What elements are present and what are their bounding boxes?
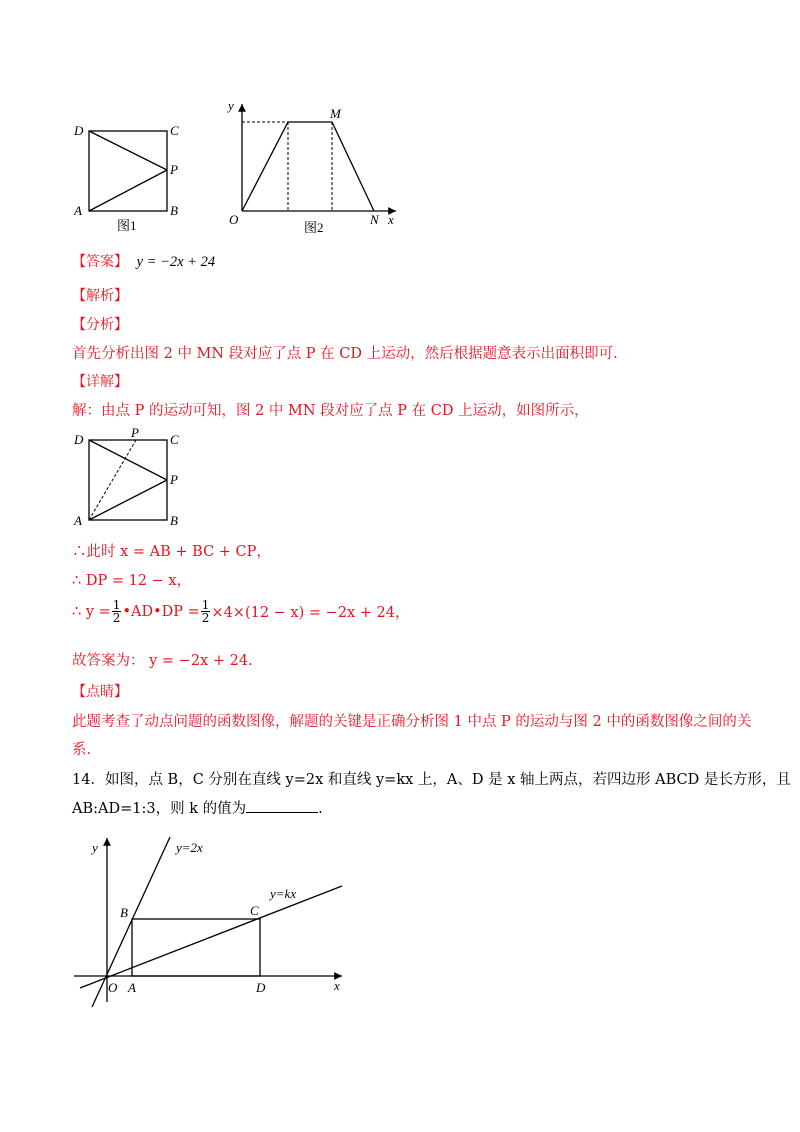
fraction-num: 1 xyxy=(112,598,121,612)
label-y: y xyxy=(228,98,234,113)
label-x: x xyxy=(388,212,394,227)
label-c: C xyxy=(250,903,259,918)
label-x: x xyxy=(334,978,340,993)
answer-blank xyxy=(246,800,318,813)
label-d: D xyxy=(256,980,266,995)
q14-suffix: . xyxy=(318,801,323,817)
label-m: M xyxy=(330,106,341,121)
step-3-prefix: ∴ y = xyxy=(72,603,111,620)
segment-dp xyxy=(89,440,167,480)
figure-3 xyxy=(70,428,195,532)
q14-line-2 xyxy=(72,797,323,818)
figure-2 xyxy=(224,96,404,236)
fraction-den: 2 xyxy=(201,611,210,625)
xiangjie-text: 解：由点 P 的运动可知，图 2 中 MN 段对应了点 P 在 CD 上运动，如图所示， xyxy=(72,403,589,419)
step-3-mid: •AD•DP = xyxy=(122,603,200,620)
label-a: A xyxy=(74,203,82,218)
label-y: y xyxy=(92,840,98,855)
rectangle-abcd xyxy=(132,919,260,976)
figure-1 xyxy=(70,118,195,240)
dianjing-line-1: 此题考查了动点问题的函数图像，解题的关键是正确分析图 1 中点 P 的运动与图 2 中的函数图像之间的关 xyxy=(72,714,752,730)
jiexi-tag: 【解析】 xyxy=(72,288,128,304)
label-n: N xyxy=(370,212,379,227)
label-p-top: P xyxy=(131,428,139,440)
label-a: A xyxy=(128,980,136,995)
line-y-kx xyxy=(80,886,342,988)
step-1: ∴此时 x = AB + BC + CP， xyxy=(72,544,271,560)
answer-tag: 【答案】 xyxy=(72,254,128,270)
label-b: B xyxy=(170,513,178,528)
q14-line-1: 14．如图，点 B，C 分别在直线 y=2x 和直线 y=kx 上，A、D 是 x 轴上两点，若四边形 ABCD 是长方形，且 xyxy=(72,772,791,788)
label-c: C xyxy=(170,432,179,447)
label-a: A xyxy=(74,513,82,528)
step-3 xyxy=(72,599,410,624)
fraction-half-1 xyxy=(112,599,122,624)
rectangle-abcd xyxy=(89,440,167,520)
label-p: P xyxy=(170,472,178,487)
answer-formula: y = −2x + 24 xyxy=(136,254,216,270)
segment-dp xyxy=(89,131,167,170)
label-y-2x: y=2x xyxy=(176,840,203,855)
label-y-kx: y=kx xyxy=(270,886,297,901)
step-2: ∴ DP = 12 − x， xyxy=(72,573,192,589)
fenxi-tag: 【分析】 xyxy=(72,317,128,333)
rectangle-abcd xyxy=(89,131,167,211)
fraction-half-2 xyxy=(201,599,211,624)
label-b: B xyxy=(120,905,128,920)
label-p: P xyxy=(170,162,178,177)
q14-prefix: AB:AD=1:3，则 k 的值为 xyxy=(72,801,247,817)
label-d: D xyxy=(74,123,84,138)
label-d: D xyxy=(74,432,84,447)
fraction-den: 2 xyxy=(112,611,121,625)
caption-fig2: 图2 xyxy=(304,220,324,235)
label-b: B xyxy=(170,203,178,218)
fraction-num: 1 xyxy=(201,598,210,612)
answer-line xyxy=(72,251,215,271)
function-graph xyxy=(242,122,374,211)
step-3-rest: ×4×(12 − x) = −2x + 24， xyxy=(211,605,410,621)
segment-ap xyxy=(89,480,167,520)
label-c: C xyxy=(170,123,179,138)
fenxi-text: 首先分析出图 2 中 MN 段对应了点 P 在 CD 上运动，然后根据题意表示出面积即可. xyxy=(72,346,618,362)
dianjing-tag: 【点睛】 xyxy=(72,684,128,700)
dianjing-line-2: 系. xyxy=(72,742,92,758)
xiangjie-tag: 【详解】 xyxy=(72,374,128,390)
label-o: O xyxy=(229,212,239,227)
label-o: O xyxy=(108,980,118,995)
segment-ap xyxy=(89,170,167,211)
final-answer: 故答案为： y = −2x + 24. xyxy=(72,653,253,669)
figure-4 xyxy=(70,832,360,1012)
caption-fig1: 图1 xyxy=(117,218,137,233)
